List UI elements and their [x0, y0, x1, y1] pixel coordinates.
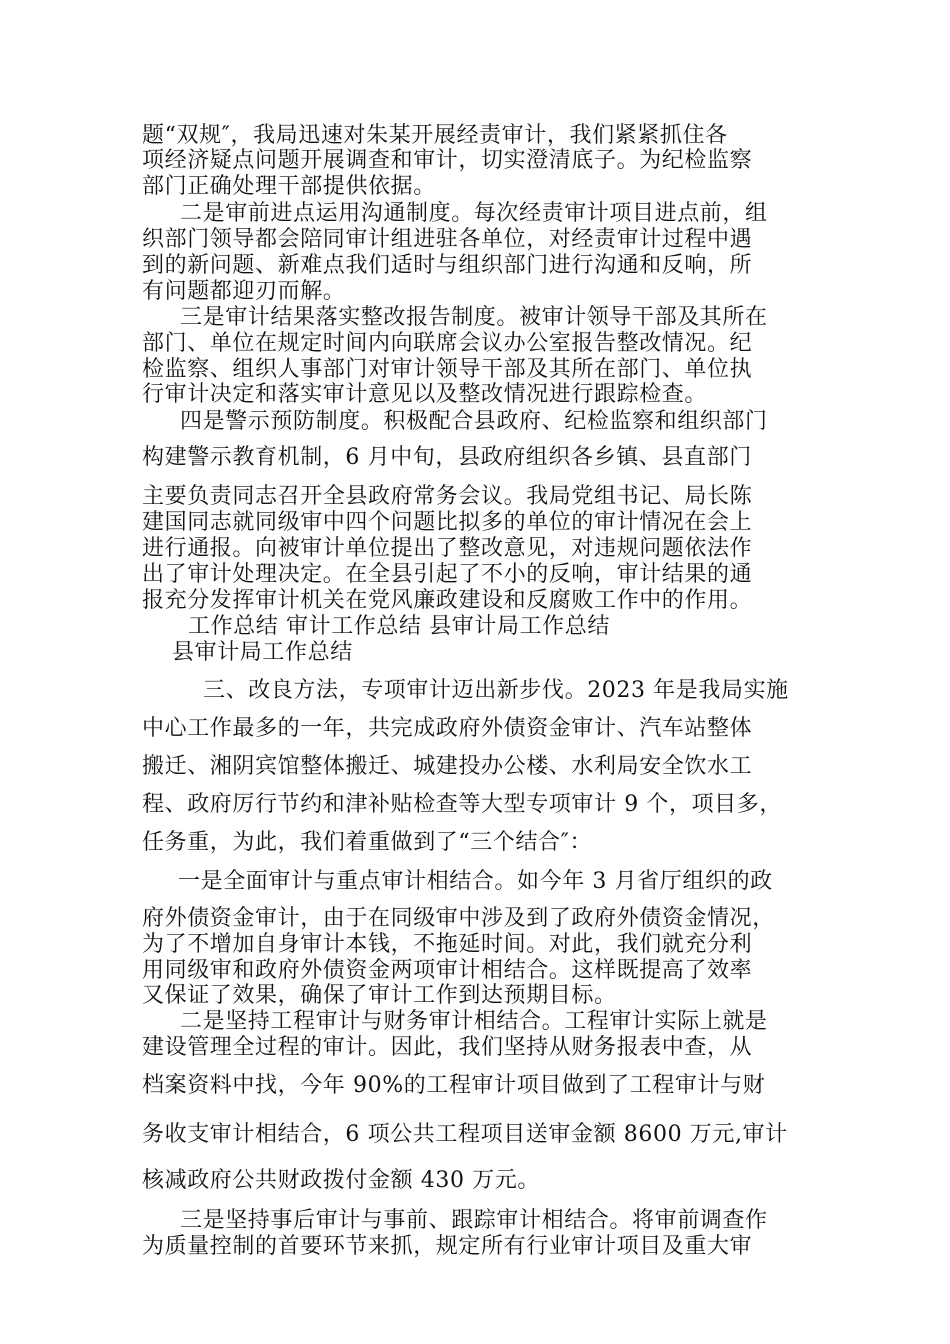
text-line: 为质量控制的首要环节来抓，规定所有行业审计项目及重大审: [142, 1234, 753, 1259]
paragraph-first-line: 二是坚持工程审计与财务审计相结合。工程审计实际上就是: [180, 1009, 768, 1034]
text-line: 又保证了效果，确保了审计工作到达预期目标。: [142, 983, 617, 1008]
text-line: 务收支审计相结合，6 项公共工程项目送审金额 8600 万元,审计: [142, 1122, 788, 1147]
paragraph-first-line: 三是审计结果落实整改报告制度。被审计领导干部及其所在: [180, 305, 768, 330]
text-line: 建设管理全过程的审计。因此，我们坚持从财务报表中查，从: [142, 1035, 753, 1060]
text-line: 任务重，为此，我们着重做到了“三个结合″：: [142, 830, 593, 855]
text-line: 进行通报。向被审计单位提出了整改意见，对违规问题依法作: [142, 536, 753, 561]
paragraph-first-line: 四是警示预防制度。积极配合县政府、纪检监察和组织部门: [180, 409, 768, 434]
paragraph-first-line: 一是全面审计与重点审计相结合。如今年 3 月省厅组织的政: [178, 869, 773, 894]
text-line: 搬迁、湘阴宾馆整体搬迁、城建投办公楼、水利局安全饮水工: [142, 754, 753, 779]
text-line: 织部门领导都会陪同审计组进驻各单位，对经责审计过程中遇: [142, 227, 753, 252]
text-line: 府外债资金审计，由于在同级审中涉及到了政府外债资金情况，: [142, 906, 775, 931]
text-line: 为了不增加自身审计本钱，不拖延时间。对此，我们就充分利: [142, 932, 753, 957]
text-line: 中心工作最多的一年，共完成政府外债资金审计、汽车站整体: [142, 716, 753, 741]
section-heading: 县审计局工作总结: [172, 640, 353, 665]
text-line: 构建警示教育机制，6 月中旬，县政府组织各乡镇、县直部门: [142, 445, 752, 470]
text-line: 部门正确处理干部提供依据。: [142, 174, 436, 199]
text-line: 出了审计处理决定。在全县引起了不小的反响，审计结果的通: [142, 562, 753, 587]
text-line: 行审计决定和落实审计意见以及整改情况进行跟踪检查。: [142, 382, 708, 407]
text-line: 主要负责同志召开全县政府常务会议。我局党组书记、局长陈: [142, 484, 753, 509]
text-line: 到的新问题、新难点我们适时与组织部门进行沟通和反响，所: [142, 253, 753, 278]
text-line: 有问题都迎刃而解。: [142, 279, 346, 304]
paragraph-first-line: 二是审前进点运用沟通制度。每次经责审计项目进点前，组: [180, 201, 768, 226]
text-line: 题“双规″，我局迅速对朱某开展经责审计，我们紧紧抓住各: [142, 123, 728, 148]
text-line: 核减政府公共财政拨付金额 430 万元。: [142, 1168, 540, 1193]
paragraph-first-line: 三、改良方法，专项审计迈出新步伐。2023 年是我局实施: [203, 678, 789, 703]
text-line: 部门、单位在规定时间内向联席会议办公室报告整改情况。纪: [142, 331, 753, 356]
text-line: 档案资料中找，今年 90%的工程审计项目做到了工程审计与财: [142, 1073, 766, 1098]
text-line: 检监察、组织人事部门对审计领导干部及其所在部门、单位执: [142, 357, 753, 382]
text-line: 程、政府厉行节约和津补贴检查等大型专项审计 9 个，项目多，: [142, 792, 782, 817]
text-line: 用同级审和政府外债资金两项审计相结合。这样既提高了效率: [142, 958, 753, 983]
text-line: 建国同志就同级审中四个问题比拟多的单位的审计情况在会上: [142, 510, 753, 535]
text-line: 项经济疑点问题开展调查和审计，切实澄清底子。为纪检监察: [142, 148, 753, 173]
keywords-line: 工作总结 审计工作总结 县审计局工作总结: [188, 614, 610, 639]
text-line: 报充分发挥审计机关在党风廉政建设和反腐败工作中的作用。: [142, 588, 753, 613]
paragraph-first-line: 三是坚持事后审计与事前、跟踪审计相结合。将审前调查作: [180, 1208, 768, 1233]
